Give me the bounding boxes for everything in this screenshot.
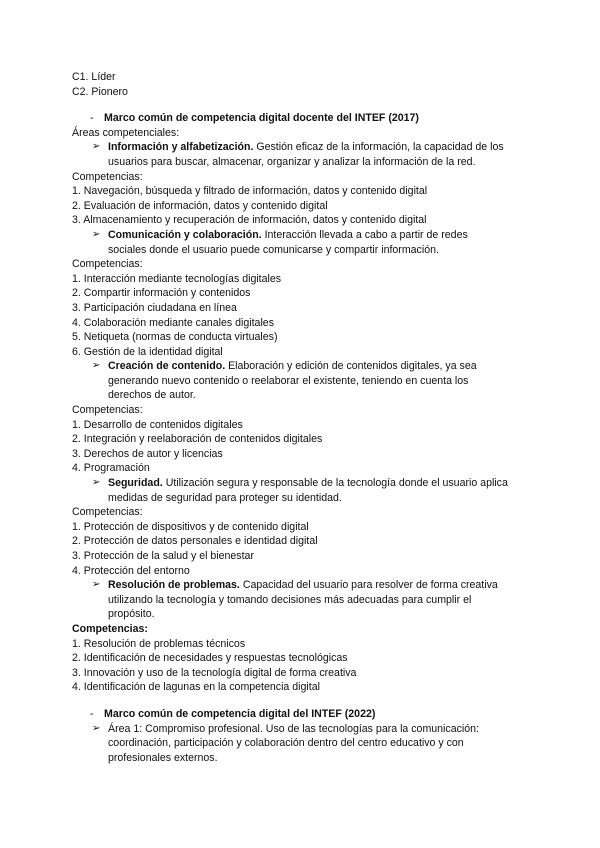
competency-item: 2. Identificación de necesidades y respuestas tecnológicas — [72, 652, 348, 665]
area-item — [72, 476, 542, 505]
dash-bullet: - — [90, 112, 94, 125]
competency-item: 4. Programación — [72, 462, 150, 475]
competency-item: 1. Navegación, búsqueda y filtrado de información, datos y contenido digital — [72, 185, 428, 198]
area-item — [72, 722, 542, 766]
area-item — [72, 140, 542, 169]
area-item — [72, 578, 542, 622]
area-desc: propósito. — [108, 608, 155, 621]
area-name: Seguridad. — [108, 477, 163, 490]
section-2017-title: Marco común de competencia digital docente del INTEF (2017) — [104, 112, 419, 125]
arrow-bullet-icon: ➢ — [92, 477, 101, 489]
competency-item: 4. Protección del entorno — [72, 564, 190, 577]
arrow-bullet-icon: ➢ — [92, 228, 101, 240]
area-desc: sociales donde el usuario puede comunicarse y compartir información. — [108, 243, 439, 256]
area-desc: Interacción llevada a cabo a partir de redes — [261, 228, 468, 241]
area-name: Información y alfabetización. — [108, 141, 254, 154]
area-item — [72, 359, 542, 403]
competency-item: 2. Integración y reelaboración de contenidos digitales — [72, 433, 323, 446]
competency-item: 1. Resolución de problemas técnicos — [72, 637, 246, 650]
area-desc: derechos de autor. — [108, 389, 196, 402]
area-desc: Utilización segura y responsable de la tecnología donde el usuario aplica — [162, 477, 508, 490]
competency-item: 2. Protección de datos personales e identidad digital — [72, 535, 318, 548]
section-2022-heading — [72, 707, 542, 722]
section-2017-heading — [72, 111, 542, 126]
competency-item: 3. Innovación y uso de la tecnología digital de forma creativa — [72, 666, 357, 679]
area-name: Creación de contenido. — [108, 360, 226, 373]
competencies-label: Competencias: — [72, 622, 148, 635]
areas-label: Áreas competenciales: — [72, 126, 180, 139]
competency-item: 1. Desarrollo de contenidos digitales — [72, 418, 243, 431]
area-desc: profesionales externos. — [108, 751, 218, 764]
competency-item: 3. Derechos de autor y licencias — [72, 447, 223, 460]
area-desc: medidas de seguridad para proteger su identidad. — [108, 491, 342, 504]
section-2022-title: Marco común de competencia digital del INTEF (2022) — [104, 707, 376, 720]
competency-item: 3. Participación ciudadana en línea — [72, 301, 237, 314]
competency-item: 1. Interacción mediante tecnologías digitales — [72, 272, 282, 285]
competencies-label: Competencias: — [72, 404, 143, 417]
area-name: Resolución de problemas. — [108, 579, 240, 592]
area-desc: Elaboración y edición de contenidos digitales, ya sea — [225, 360, 477, 373]
arrow-bullet-icon: ➢ — [92, 579, 101, 591]
area-desc: Capacidad del usuario para resolver de forma creativa — [239, 579, 498, 592]
area-desc: utilizando la tecnología y tomando decisiones más adecuadas para cumplir el — [108, 593, 472, 606]
competency-item: 4. Identificación de lagunas en la competencia digital — [72, 681, 320, 694]
arrow-bullet-icon: ➢ — [92, 360, 101, 372]
competency-item: 6. Gestión de la identidad digital — [72, 345, 223, 358]
competency-item: 1. Protección de dispositivos y de contenido digital — [72, 520, 309, 533]
competencies-label: Competencias: — [72, 258, 143, 271]
competency-item: 3. Almacenamiento y recuperación de información, datos y contenido digital — [72, 214, 427, 227]
area-desc: usuarios para buscar, almacenar, organizar y analizar la información de la red. — [108, 155, 476, 168]
arrow-bullet-icon: ➢ — [92, 141, 101, 153]
document-page — [72, 70, 542, 765]
competency-item: 5. Netiqueta (normas de conducta virtuales) — [72, 331, 278, 344]
competencies-label: Competencias: — [72, 170, 143, 183]
level-c1: C1. Líder — [72, 71, 116, 83]
competency-item: 2. Compartir información y contenidos — [72, 287, 251, 300]
area-desc: coordinación, participación y colaboración dentro del centro educativo y con — [108, 737, 464, 750]
competency-item: 2. Evaluación de información, datos y contenido digital — [72, 199, 328, 212]
competency-item: 3. Protección de la salud y el bienestar — [72, 550, 254, 562]
competencies-label: Competencias: — [72, 506, 143, 519]
area-name: Comunicación y colaboración. — [108, 228, 262, 241]
arrow-bullet-icon: ➢ — [92, 722, 101, 734]
level-c2: C2. Pionero — [72, 85, 128, 98]
competency-item: 4. Colaboración mediante canales digitales — [72, 316, 274, 329]
area-desc: generando nuevo contenido o reelaborar el existente, teniendo en cuenta los — [108, 374, 469, 387]
area-desc: Gestión eficaz de la información, la capacidad de los — [253, 141, 504, 154]
area-item — [72, 228, 542, 257]
area-desc: Área 1: Compromiso profesional. Uso de las tecnologías para la comunicación: — [108, 722, 479, 735]
dash-bullet: - — [90, 707, 94, 720]
